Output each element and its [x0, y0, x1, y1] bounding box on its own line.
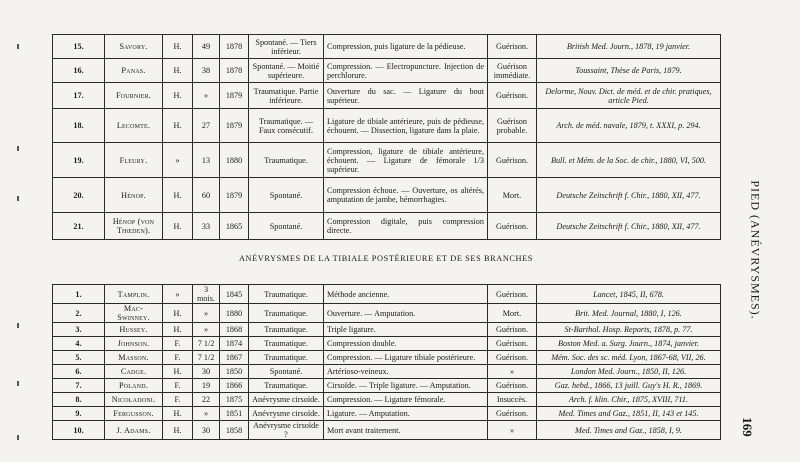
cell-case-number: 20.: [53, 178, 105, 213]
cell-aneurysm-type: Traumatique.: [249, 143, 324, 178]
cell-case-number: 3.: [53, 323, 105, 337]
cell-age: 13: [193, 143, 220, 178]
cell-author-name: Panas.: [105, 59, 163, 83]
cell-treatment: Compression double.: [324, 337, 488, 351]
cell-aneurysm-type: Traumatique.: [249, 337, 324, 351]
cell-case-number: 9.: [53, 407, 105, 421]
cell-reference: Delorme, Nouv. Dict. de méd. et de chir. pratiques, article Pied.: [537, 83, 721, 109]
cell-sex: F.: [163, 379, 193, 393]
cell-sex: H.: [163, 83, 193, 109]
cell-age: 60: [193, 178, 220, 213]
cell-sex: »: [163, 285, 193, 304]
cell-outcome: Mort.: [488, 178, 537, 213]
cell-aneurysm-type: Spontané.: [249, 178, 324, 213]
cell-reference: Med. Times and Gaz., 1851, II, 143 et 145.: [537, 407, 721, 421]
cell-reference: Brit. Med. Journal, 1880, I, 126.: [537, 304, 721, 323]
cell-outcome: »: [488, 365, 537, 379]
cell-treatment: Cirsoïde. — Triple ligature. — Amputation.: [324, 379, 488, 393]
cell-author-name: Hénop (von Thœden).: [105, 213, 163, 240]
cell-reference: Boston Med. a. Surg. Journ., 1874, janvier.: [537, 337, 721, 351]
cell-author-name: Fournier.: [105, 83, 163, 109]
table-row: [53, 407, 721, 421]
cell-case-number: 19.: [53, 143, 105, 178]
cell-aneurysm-type: Anévrysme cirsoïde.: [249, 407, 324, 421]
cell-outcome: Guérison.: [488, 323, 537, 337]
cell-age: 33: [193, 213, 220, 240]
cell-author-name: Fergusson.: [105, 407, 163, 421]
cell-reference: Deutsche Zeitschrift f. Chir., 1880, XII, 477.: [537, 178, 721, 213]
table-row: [53, 59, 721, 83]
cell-case-number: 17.: [53, 83, 105, 109]
cell-treatment: Ouverture du sac. — Ligature du bout supérieur.: [324, 83, 488, 109]
cell-author-name: Poland.: [105, 379, 163, 393]
cell-author-name: Mac-Swinney.: [105, 304, 163, 323]
cell-aneurysm-type: Spontané.: [249, 213, 324, 240]
cell-reference: Mém. Soc. des sc. méd. Lyon, 1867-68, VII, 26.: [537, 351, 721, 365]
cases-table-part-1: [52, 34, 721, 240]
cell-reference: London Med. Journ., 1850, II, 126.: [537, 365, 721, 379]
cell-treatment: Triple ligature.: [324, 323, 488, 337]
cell-aneurysm-type: Traumatique.: [249, 351, 324, 365]
cell-treatment: Ouverture. — Amputation.: [324, 304, 488, 323]
cell-reference: Arch. f. klin. Chir., 1875, XVIII, 711.: [537, 393, 721, 407]
running-header-text: PIED (ANÉVRYSMES).: [748, 180, 763, 320]
cell-treatment: Mort avant traitement.: [324, 421, 488, 440]
cell-author-name: Nicoladoni.: [105, 393, 163, 407]
table-row: [53, 35, 721, 59]
cell-reference: Deutsche Zeitschrift f. Chir., 1880, XII, 477.: [537, 213, 721, 240]
cell-aneurysm-type: Traumatique.: [249, 379, 324, 393]
cell-reference: Gaz. hebd., 1866, 13 juill. Guy's H. R., 1869.: [537, 379, 721, 393]
cell-age: 7 1/2: [193, 351, 220, 365]
table-row: [53, 337, 721, 351]
table-row: [53, 285, 721, 304]
cell-sex: H.: [163, 365, 193, 379]
cell-case-number: 15.: [53, 35, 105, 59]
cell-outcome: Guérison.: [488, 83, 537, 109]
cell-aneurysm-type: Traumatique.: [249, 323, 324, 337]
cell-aneurysm-type: Spontané. — Tiers inférieur.: [249, 35, 324, 59]
cell-outcome: Guérison.: [488, 379, 537, 393]
cell-sex: H.: [163, 323, 193, 337]
cell-year: 1867: [220, 351, 249, 365]
cell-treatment: Compression, puis ligature de la pédieuse.: [324, 35, 488, 59]
cell-sex: »: [163, 143, 193, 178]
cell-sex: H.: [163, 304, 193, 323]
cell-outcome: Guérison.: [488, 351, 537, 365]
cell-age: 27: [193, 109, 220, 143]
table-row: [53, 109, 721, 143]
cell-treatment: Méthode ancienne.: [324, 285, 488, 304]
cell-case-number: 1.: [53, 285, 105, 304]
cell-outcome: Mort.: [488, 304, 537, 323]
cell-age: 3 mois.: [193, 285, 220, 304]
cell-author-name: Tamplin.: [105, 285, 163, 304]
cell-outcome: Guérison immédiate.: [488, 59, 537, 83]
cell-sex: H.: [163, 213, 193, 240]
cell-treatment: Compression échoue. — Ouverture, os altérés, amputation de jambe, hémorrhagies.: [324, 178, 488, 213]
cell-author-name: Cadge.: [105, 365, 163, 379]
cell-treatment: Ligature de tibiale antérieure, puis de pédieuse, échouent. — Dissection, ligature dans la plaie.: [324, 109, 488, 143]
cell-year: 1879: [220, 178, 249, 213]
table-row: [53, 178, 721, 213]
cell-case-number: 7.: [53, 379, 105, 393]
cell-author-name: Hussey.: [105, 323, 163, 337]
table-row: [53, 213, 721, 240]
cell-age: 30: [193, 365, 220, 379]
page-number: [736, 412, 758, 442]
table-row: [53, 365, 721, 379]
cell-treatment: Compression, ligature de tibiale antérieure, échouent. — Ligature de fémorale 1/3 supérieur.: [324, 143, 488, 178]
cell-outcome: Guérison.: [488, 285, 537, 304]
cell-age: 38: [193, 59, 220, 83]
cell-age: 22: [193, 393, 220, 407]
cell-treatment: Compression. — Electropuncture. Injection de perchlorure.: [324, 59, 488, 83]
cell-reference: Arch. de méd. navale, 1879, t. XXXI, p. 294.: [537, 109, 721, 143]
table-row: [53, 379, 721, 393]
cell-year: 1878: [220, 59, 249, 83]
cell-outcome: »: [488, 421, 537, 440]
cell-reference: Lancet, 1845, II, 678.: [537, 285, 721, 304]
cell-year: 1851: [220, 407, 249, 421]
cell-case-number: 8.: [53, 393, 105, 407]
cell-treatment: Ligature. — Amputation.: [324, 407, 488, 421]
table-row: [53, 304, 721, 323]
cell-outcome: Guérison probable.: [488, 109, 537, 143]
cell-age: 7 1/2: [193, 337, 220, 351]
cell-year: 1880: [220, 304, 249, 323]
cell-author-name: Hénop.: [105, 178, 163, 213]
cell-author-name: Fleury.: [105, 143, 163, 178]
cell-aneurysm-type: Spontané. — Moitié supérieure.: [249, 59, 324, 83]
cell-year: 1858: [220, 421, 249, 440]
cell-aneurysm-type: Traumatique. — Faux consécutif.: [249, 109, 324, 143]
cell-year: 1874: [220, 337, 249, 351]
cell-aneurysm-type: Traumatique. Partie inférieure.: [249, 83, 324, 109]
cell-case-number: 2.: [53, 304, 105, 323]
cell-outcome: Guérison.: [488, 143, 537, 178]
cell-aneurysm-type: Anévrysme cirsoïde ?: [249, 421, 324, 440]
cell-reference: Toussaint, Thèse de Paris, 1879.: [537, 59, 721, 83]
table-row: [53, 143, 721, 178]
cell-reference: Med. Times and Gaz., 1858, I, 9.: [537, 421, 721, 440]
table-row: [53, 393, 721, 407]
running-header: [735, 180, 775, 320]
table-row: [53, 351, 721, 365]
cell-sex: H.: [163, 109, 193, 143]
cell-aneurysm-type: Traumatique.: [249, 304, 324, 323]
cell-treatment: Compression. — Ligature fémorale.: [324, 393, 488, 407]
cell-sex: H.: [163, 178, 193, 213]
cell-age: »: [193, 304, 220, 323]
cell-age: 30: [193, 421, 220, 440]
cell-year: 1845: [220, 285, 249, 304]
cases-table-part-2: [52, 284, 721, 440]
cell-author-name: Masson.: [105, 351, 163, 365]
cell-year: 1865: [220, 213, 249, 240]
cell-age: »: [193, 323, 220, 337]
cell-case-number: 10.: [53, 421, 105, 440]
cell-outcome: Insuccès.: [488, 393, 537, 407]
cell-reference: St-Barthol. Hosp. Reports, 1878, p. 77.: [537, 323, 721, 337]
cell-year: 1850: [220, 365, 249, 379]
cell-case-number: 21.: [53, 213, 105, 240]
cell-case-number: 6.: [53, 365, 105, 379]
cell-reference: British Med. Journ., 1878, 19 janvier.: [537, 35, 721, 59]
cell-sex: F.: [163, 337, 193, 351]
cell-author-name: J. Adams.: [105, 421, 163, 440]
cell-reference: Bull. et Mém. de la Soc. de chir., 1880, VI, 500.: [537, 143, 721, 178]
cell-sex: F.: [163, 351, 193, 365]
cell-age: 49: [193, 35, 220, 59]
table-row: [53, 421, 721, 440]
table-row: [53, 323, 721, 337]
cell-outcome: Guérison.: [488, 35, 537, 59]
page-number-text: 169: [740, 417, 755, 437]
cell-age: »: [193, 83, 220, 109]
cell-author-name: Savory.: [105, 35, 163, 59]
section-title: ANÉVRYSMES DE LA TIBIALE POSTÉRIEURE ET DE SES BRANCHES: [238, 254, 534, 263]
cell-author-name: Lecomte.: [105, 109, 163, 143]
cell-outcome: Guérison.: [488, 213, 537, 240]
cell-aneurysm-type: Traumatique.: [249, 285, 324, 304]
cell-treatment: Compression digitale, puis compression directe.: [324, 213, 488, 240]
cell-sex: H.: [163, 407, 193, 421]
cell-year: 1880: [220, 143, 249, 178]
cell-year: 1879: [220, 83, 249, 109]
cell-year: 1868: [220, 323, 249, 337]
cell-age: »: [193, 407, 220, 421]
cell-case-number: 16.: [53, 59, 105, 83]
cell-outcome: Guérison.: [488, 407, 537, 421]
cell-treatment: Compression. — Ligature tibiale postérieure.: [324, 351, 488, 365]
cell-aneurysm-type: Spontané.: [249, 365, 324, 379]
cell-age: 19: [193, 379, 220, 393]
cell-author-name: Johnson.: [105, 337, 163, 351]
table-row: [53, 83, 721, 109]
cell-outcome: Guérison.: [488, 337, 537, 351]
cell-case-number: 5.: [53, 351, 105, 365]
cell-sex: H.: [163, 35, 193, 59]
cell-year: 1875: [220, 393, 249, 407]
cell-sex: H.: [163, 59, 193, 83]
cell-sex: H.: [163, 421, 193, 440]
cell-year: 1866: [220, 379, 249, 393]
cell-year: 1878: [220, 35, 249, 59]
cell-case-number: 4.: [53, 337, 105, 351]
cell-aneurysm-type: Anévrysme cirsoïde.: [249, 393, 324, 407]
cell-year: 1879: [220, 109, 249, 143]
cell-treatment: Artérioso-veineux.: [324, 365, 488, 379]
cell-case-number: 18.: [53, 109, 105, 143]
cell-sex: F.: [163, 393, 193, 407]
